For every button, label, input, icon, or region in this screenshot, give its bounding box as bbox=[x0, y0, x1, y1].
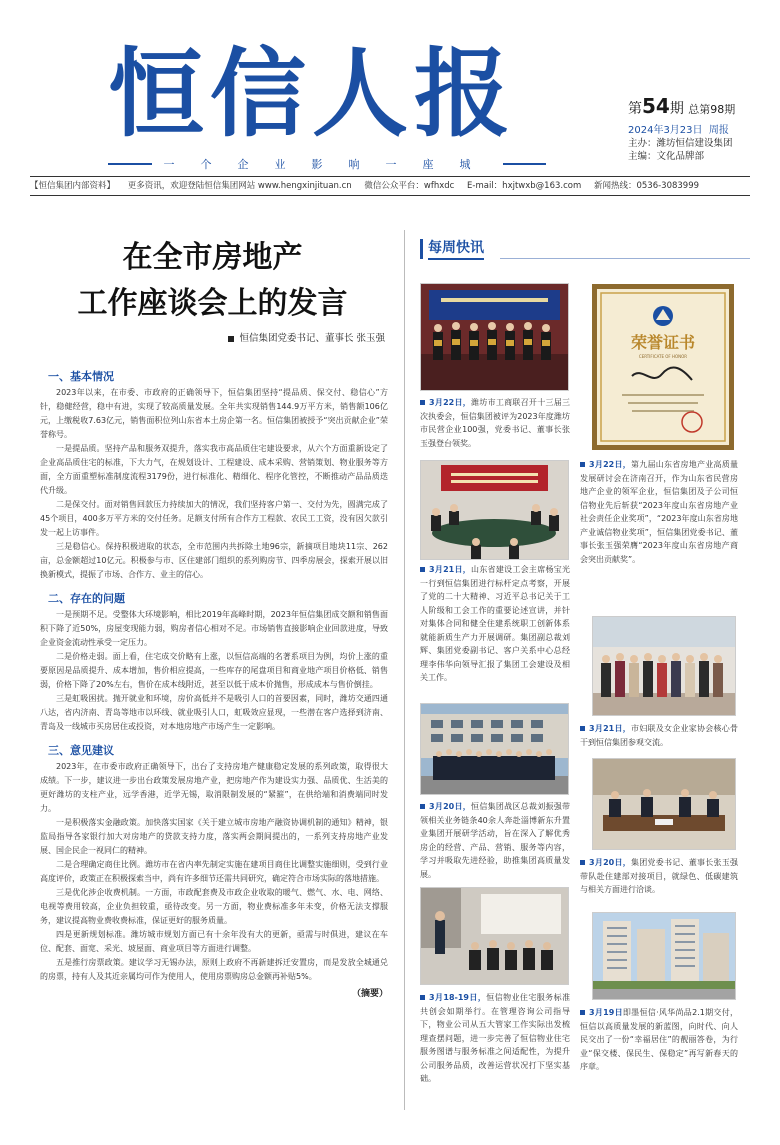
square-bullet-icon bbox=[420, 400, 425, 405]
paragraph: 五是推行房票政策。建议学习无锡办法，原则上政府不再新建拆迁安置房，而是发放全城通兑的房票，持有人及其近亲属均可作为使用人，使用房票购房总金额再补贴5%。 bbox=[40, 958, 388, 981]
certificate-title: 荣誉证书 bbox=[630, 333, 696, 352]
slogan-text: 一个企业影响一座城 bbox=[163, 158, 497, 171]
article-headline: 在全市房地产 工作座谈会上的发言 bbox=[77, 240, 348, 321]
total-issue: 总第98期 bbox=[688, 103, 736, 116]
square-bullet-icon bbox=[580, 726, 585, 731]
hotline: 新闻热线：0536-3083999 bbox=[593, 181, 700, 191]
square-bullet-icon bbox=[580, 462, 585, 467]
header-rule bbox=[500, 258, 750, 259]
paragraph: 二是保交付。面对销售回款压力持续加大的情况，我们坚持客户第一、交付为先，圆满完成了45个项目，400多万平方米的交付任务。足额支付所有合作方工程款、农民工工资，没有因欠款引发一起上访事件。 bbox=[40, 500, 388, 537]
header-accent-bar bbox=[420, 239, 423, 259]
news-item: 3月20日，集团党委书记、董事长张玉强带队赴住建部对接项目，就绿色、低碳建筑与相关方面进行洽谈。 bbox=[580, 858, 739, 894]
paragraph: 一是积极落实金融政策。加快落实国家《关于建立城市房地产融资协调机制的通知》精神，银监局指导各家银行加大对房地产的贷款支持力度，落实两会期间提出的，一系列支持房地产业发展、国企民企一视同仁的精神。 bbox=[40, 818, 388, 855]
news-item: 3月22日，潍坊市工商联召开十三届三次执委会，恒信集团被评为2023年度潍坊市民营企业100强，党委书记、董事长张玉强登台领奖。 bbox=[420, 398, 570, 448]
photo-womens-federation-visit bbox=[592, 616, 736, 716]
masthead bbox=[0, 0, 780, 178]
news-item: 3月19日即墨恒信·风华尚品2.1期交付，恒信以高质量发展的新蓝图，向时代、向人民交出了一份“幸福居住”的靓丽答卷，为行业“保交楼、保民生、保稳定”再写新春天的序章。 bbox=[580, 1008, 739, 1071]
square-bullet-icon bbox=[580, 1010, 585, 1015]
photo-residential-delivery bbox=[592, 912, 736, 1000]
paragraph: 三是虹吸困扰。抛开就业和环境，房价高低并不是吸引人口的首要因素，同时，潍坊交通四通八达，省内济南、青岛等地市以环线、就业吸引人口，虹吸效应显现，一些潜在客户选择到济南、青岛及一线城市买房居住或投资，对本地房地产市场产生一定影响。 bbox=[40, 694, 388, 731]
section-title: 一、基本情况 bbox=[48, 370, 114, 383]
issue-date: 2024年3月23日 周报 bbox=[628, 125, 729, 136]
info-bar bbox=[30, 176, 750, 196]
paragraph: 一是提品质。坚持产品和服务双提升，落实我市高品质住宅建设要求，从六个方面重新设定了企业高品质住宅的标准，下大力气，在规划设计、工程建设、成本采购、营销策划、物业服务等方面，全方面重塑标准制度流程3179份，进行标准化、精细化、程序化管控，不断推动产品品质迭代升级。 bbox=[40, 444, 388, 495]
news-item: 3月20日，恒信集团战区总裁刘振强带领相关业务链条40余人奔赴淄博新东升置业集团开展研学活动，旨在深入了解优秀房企的经营、产品、营销、服务等内容，学习并吸取先进经验，助推集团高质量发展。 bbox=[420, 802, 570, 879]
slogan-rule-left bbox=[108, 163, 152, 165]
photo-award-ceremony bbox=[420, 283, 569, 391]
photo-honor-certificate bbox=[592, 284, 734, 450]
paragraph: 2023年，在市委市政府正确领导下，出台了支持房地产健康稳定发展的系列政策，取得很大成绩。下一步，建议进一步出台政策发展房地产业，把房地产作为建设实力强、品质优、生活美的更好潍坊的支柱产业，远学香港，近学无锡，取消限制发展的“紧箍”，在供给端和消费端同时发力。 bbox=[40, 762, 388, 813]
website-link[interactable]: 更多资讯，欢迎登陆恒信集团网站 www.hengxinjituan.cn bbox=[127, 181, 352, 191]
internal-label: 【恒信集团内部资料】 bbox=[30, 181, 116, 191]
paragraph: 四是更新规划标准。潍坊城市规划方面已有十余年没有大的更新，亟需与时俱进，建议在车位、配套、面宽、采光、坡屋面、商业项目等方面进行调整。 bbox=[40, 930, 388, 953]
square-bullet-icon bbox=[580, 860, 585, 865]
news-item: 3月18-19日，恒信物业住宅服务标准共创会如期举行。在管理咨询公司指导下，物业公司从五大管家工作实际出发梳理查摆问题，进一步完善了恒信物业住宅服务图谱与服务标准之间适配性，为提升公司服务品质，改善运营状况打下坚实基础。 bbox=[420, 993, 571, 1083]
news-item: 3月22日，第九届山东省房地产业高质量发展研讨会在济南召开，作为山东省民营房地产企业的领军企业，恒信集团及子公司恒信物业先后斩获“2023年度山东省房地产业社会责任企业奖项”，“2023年度山东省房地产业诚信物业奖项”，恒信集团党委书记、董事长张玉强荣膺“2023年度山东省房地产商会突出贡献奖”。 bbox=[580, 460, 739, 564]
abstract-note: （摘要） bbox=[351, 989, 388, 999]
issue-number: 第54期 总第98期 bbox=[628, 94, 736, 118]
photo-group-study-tour bbox=[420, 703, 569, 795]
email-link[interactable]: E-mail：hxjtwxb@163.com bbox=[467, 181, 582, 191]
sponsor: 主办：潍坊恒信建设集团 bbox=[628, 138, 733, 149]
paragraph: 三是稳信心。保持积极进取的状态，全市范围内共拆除土地96宗，新摘项目地块11宗、262亩，总金额超过10亿元。积极参与市、区住建部门组织的系列购房节、四季房展会，探索开展以旧换新模式，提振了市场、合作方、业主的信心。 bbox=[40, 542, 388, 579]
square-bullet-icon bbox=[420, 995, 425, 1000]
news-item: 3月21日，市妇联及女企业家协会核心骨干到恒信集团参观交流。 bbox=[580, 724, 739, 747]
paragraph: 二是合理确定商住比例。潍坊市在省内率先制定实施在建项目商住比调整实施细则，受到行业高度评价，政策正在积极探索当中，尚有许多细节还需共同研究，确定符合市场实际的落地措施。 bbox=[40, 860, 388, 883]
slogan-rule-right bbox=[503, 163, 547, 165]
photo-meeting bbox=[420, 460, 569, 560]
paragraph: 三是优化涉企收费机制。一方面，市政配套费及市政企业收取的暖气、燃气、水、电、网络、电视等费用较高，企业负担较重，亟待改变。另一方面，物业费标准多年未变，价格无法支撑服务，建议提高物业费收费标准，保证更好的服务质量。 bbox=[40, 888, 388, 925]
chief-editor: 主编：文化品牌部 bbox=[628, 151, 705, 162]
paragraph: 2023年以来，在市委、市政府的正确领导下，恒信集团坚持“提品质、保交付、稳信心”方针，稳健经营，稳中有进，实现了较高质量发展。全年共实现销售144.9万平方米，销售额106亿元，上缴税收7.63亿元，销售面积位列山东省本土房企第一名。恒信集团被授予“突出贡献企业”荣誉称号。 bbox=[40, 388, 388, 439]
column-divider bbox=[404, 230, 405, 1110]
square-bullet-icon bbox=[420, 804, 425, 809]
certificate-subtitle: CERTIFICATE OF HONOR bbox=[638, 354, 688, 359]
weekly-news-header bbox=[420, 237, 484, 260]
weekly-news-label: 每周快讯 bbox=[428, 237, 484, 260]
section-title: 二、存在的问题 bbox=[48, 592, 125, 605]
section-title: 三、意见建议 bbox=[48, 744, 114, 757]
newspaper-title: 恒信人报 bbox=[108, 37, 516, 150]
slogan bbox=[108, 156, 546, 172]
square-bullet-icon bbox=[420, 567, 425, 572]
article-byline: 恒信集团党委书记、董事长 张玉强 bbox=[40, 330, 385, 344]
paragraph: 一是预期不足。受整体大环境影响，相比2019年高峰时期，2023年恒信集团成交额和销售面积下降了近50%，房屋变现能力弱，购房者信心相对不足。市场销售直接影响企业回款进度，导致企业资金流动性承受一定压力。 bbox=[40, 610, 388, 647]
wechat-info: 微信公众平台：wfhxdc bbox=[364, 181, 455, 191]
photo-training-session bbox=[420, 887, 569, 985]
photo-ministry-meeting bbox=[592, 758, 736, 850]
news-item: 3月21日，山东省建设工会主席杨宝光一行到恒信集团进行标杆定点考察，开展了党的二十大精神、习近平总书记关于工人阶级和工会工作的重要论述宣讲，并针对集体合同和健全住建系统职工创新体系就能新质生产力开展调研。集团副总裁刘辉、集团党委副书记、客户关系中心总经理李伟华向领导汇报了集团工会建设及相关工作。 bbox=[420, 565, 570, 682]
paragraph: 二是价格走弱。面上看，住宅成交价略有上涨，以恒信高端的名著系项目为例，均价上涨的重要原因是品质提升、成本增加，售价相应提高，一些库存的尾盘项目和商业地产项目价格低、销售弱，价格下降了20%左右，售价在成本线附近，甚至以低于成本价抛售，形成成本与售价倒挂。 bbox=[40, 652, 388, 689]
article-body bbox=[40, 360, 388, 999]
square-bullet-icon bbox=[228, 336, 234, 342]
